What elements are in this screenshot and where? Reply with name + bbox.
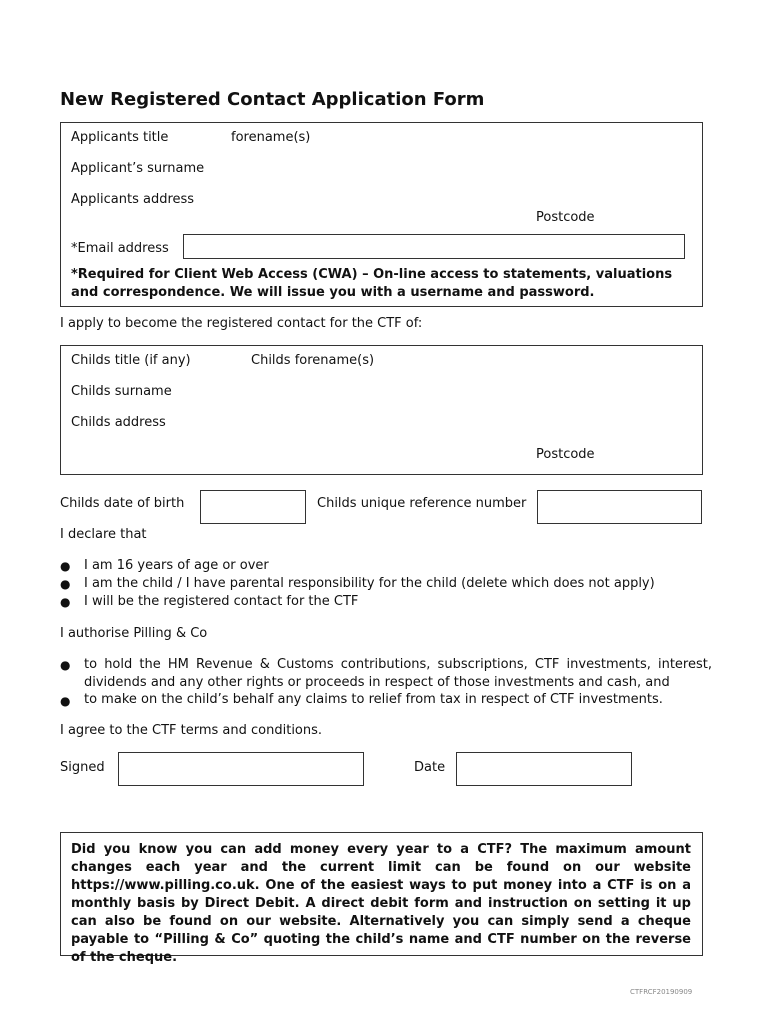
info-box-text: Did you know you can add money every year to a CTF? The maximum amount changes each year and the current limit can be found on our website https://www.pilling.co.uk. One of the easiest ways to put money into a CTF is on a monthly basis by Direct Debit. A direct debit form and instruction on setting it up can also be found on our website. Alternatively you can simply send a cheque payable to “Pilling & Co” quoting the child’s name and CTF number on the reverse of the cheque. (71, 842, 691, 965)
child-surname-label: Childs surname (71, 384, 172, 399)
signature-field[interactable] (118, 752, 364, 786)
applicant-forename-label: forename(s) (231, 130, 311, 145)
bullet-icon: ● (60, 595, 71, 609)
authorisation-item: to hold the HM Revenue & Customs contributions, subscriptions, CTF investments, interest, dividends and any other rights or proceeds in respect of those investments and cash, and (84, 657, 712, 690)
applicant-postcode-label: Postcode (536, 210, 595, 225)
child-title-label: Childs title (if any) (71, 353, 191, 368)
applicant-surname-label: Applicant’s surname (71, 161, 205, 176)
date-field[interactable] (456, 752, 632, 786)
bullet-icon: ● (60, 577, 71, 591)
declaration-item: I am 16 years of age or over (84, 558, 269, 573)
cwa-note: *Required for Client Web Access (CWA) – On-line access to statements, valuations and correspondence. We will issue you with a username and password. (71, 267, 673, 300)
child-address-label: Childs address (71, 415, 166, 430)
footer-code: CTFRCF20190909 (630, 988, 693, 996)
bullet-icon: ● (60, 694, 71, 708)
ref-field[interactable] (537, 490, 702, 524)
applicant-address-label: Applicants address (71, 192, 195, 207)
declaration-item: I will be the registered contact for the CTF (84, 594, 359, 609)
authorise-heading: I authorise Pilling & Co (60, 626, 208, 641)
bullet-icon: ● (60, 559, 71, 573)
email-label: *Email address (71, 241, 169, 256)
applicant-title-label: Applicants title (71, 130, 169, 145)
form-title: New Registered Contact Application Form (60, 89, 485, 110)
authorisation-item: to make on the child’s behalf any claims to relief from tax in respect of CTF investments. (84, 692, 663, 707)
date-label: Date (414, 760, 446, 775)
email-field[interactable] (183, 234, 685, 259)
bullet-icon: ● (60, 658, 71, 672)
signed-label: Signed (60, 760, 105, 775)
child-postcode-label: Postcode (536, 447, 595, 462)
declare-heading: I declare that (60, 527, 147, 542)
dob-label: Childs date of birth (60, 496, 185, 511)
ref-label: Childs unique reference number (317, 496, 527, 511)
dob-field[interactable] (200, 490, 306, 524)
agree-text: I agree to the CTF terms and conditions. (60, 723, 323, 738)
child-forename-label: Childs forename(s) (251, 353, 375, 368)
apply-text: I apply to become the registered contact for the CTF of: (60, 316, 423, 331)
declaration-item: I am the child / I have parental responsibility for the child (delete which does not apply) (84, 576, 655, 591)
